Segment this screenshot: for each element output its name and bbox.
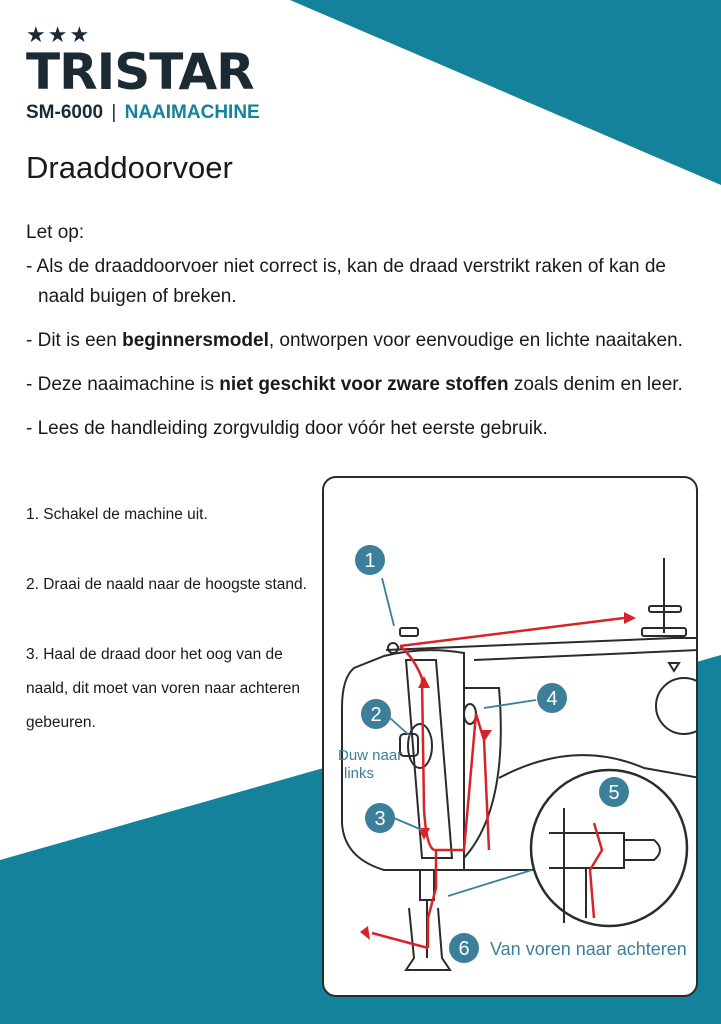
note-item-emphasis: niet geschikt voor zware stoffen (219, 374, 509, 395)
note-item (26, 252, 696, 312)
push-left-label-line1: Duw naar (338, 747, 403, 764)
top-right-teal-band (290, 0, 721, 185)
machine-arm-line (474, 650, 698, 660)
brand-wordmark: TRISTAR (26, 43, 254, 101)
thread-guide-top (400, 628, 418, 636)
zoom-needle-clamp (549, 833, 624, 868)
tension-knob (408, 724, 432, 768)
model-number: SM-6000 (26, 102, 104, 123)
push-left-label-line2: links (344, 765, 375, 782)
thread-guide-hole (388, 643, 398, 653)
note-heading: Let op: (26, 222, 85, 243)
callout-1-label: 1 (364, 550, 376, 572)
note-item (26, 414, 696, 444)
product-subtitle (26, 102, 260, 124)
zoom-thread (590, 823, 602, 918)
note-item-text: - Deze naaimachine is (26, 374, 220, 395)
callout-6-label: 6 (458, 938, 470, 960)
note-item-emphasis: beginnersmodel (122, 330, 269, 351)
warning-note (26, 218, 696, 458)
logo-stars: ★★★ (26, 22, 92, 47)
sewing-machine-illustration (324, 478, 698, 997)
machine-neck (499, 755, 698, 778)
callout-leader-1 (382, 578, 394, 626)
callout-leaders (382, 578, 536, 896)
product-name: NAAIMACHINE (124, 102, 260, 123)
note-item-text: - Als de draaddoorvoer niet correct is, kan de draad verstrikt raken of kan de naald buigen of breken. (26, 256, 666, 307)
callout-leader-3 (394, 818, 422, 830)
note-item-text: zoals denim en leer. (508, 374, 683, 395)
note-item-text: , ontworpen voor eenvoudige en lichte naaitaken. (268, 330, 683, 351)
needle-bar (420, 870, 434, 900)
note-item-text: - Dit is een (26, 330, 123, 351)
callout-2-label: 2 (370, 704, 382, 726)
callout-leader-5 (448, 870, 532, 896)
handwheel-marker (669, 663, 679, 671)
callout-leader-2 (390, 718, 410, 736)
step-item: 1. Schakel de machine uit. (26, 506, 208, 523)
callout-3-label: 3 (374, 808, 386, 830)
page-title: Draaddoorvoer (26, 150, 233, 185)
zoom-clamp-screw (624, 840, 660, 860)
front-to-back-label: Van voren naar achteren (490, 939, 687, 959)
note-list (26, 252, 696, 444)
note-item-text: - Lees de handleiding zorgvuldig door vóór het eerste gebruik. (26, 418, 548, 439)
thread-arrow-guide (418, 676, 430, 688)
handwheel (656, 678, 698, 734)
subtitle-separator: | (111, 102, 117, 123)
callout-4-label: 4 (546, 688, 558, 710)
step-item: 2. Draai de naald naar de hoogste stand. (26, 576, 307, 593)
instruction-steps (26, 498, 311, 776)
thread-arrow-out (360, 926, 370, 940)
step-item: 3. Haal de draad door het oog van de naald, dit moet van voren naar achteren gebeuren. (26, 646, 301, 731)
thread-arrow-spool (624, 612, 636, 624)
machine-head-side (464, 688, 501, 858)
threading-diagram (322, 476, 698, 997)
machine-arm-top (386, 638, 698, 650)
thread-segment-out (372, 933, 428, 948)
note-item (26, 370, 696, 400)
callout-leader-4 (484, 700, 536, 708)
note-item (26, 326, 696, 356)
callout-5-label: 5 (608, 782, 620, 804)
